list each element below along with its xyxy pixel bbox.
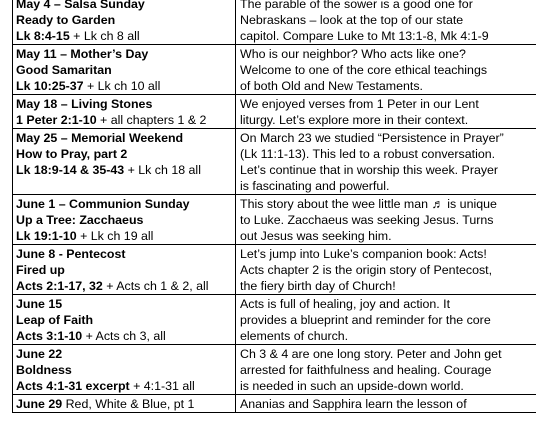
date-title-cell [13, 45, 236, 95]
bold-text: Fired up [16, 263, 65, 277]
date-title-cell [13, 245, 236, 295]
date-title-line [16, 278, 232, 294]
schedule-row [13, 245, 536, 295]
date-title-cell [13, 0, 236, 45]
bold-text: May 11 – Mother’s Day [16, 47, 149, 61]
date-title-line [16, 12, 232, 28]
date-title-line [16, 262, 232, 278]
bold-text: May 4 – Salsa Sunday [16, 0, 145, 11]
plain-text: + Lk ch 8 all [69, 29, 140, 43]
description-cell [236, 95, 536, 129]
description-line: elements of church. [240, 329, 349, 343]
bold-text: Ready to Garden [16, 13, 116, 27]
date-title-line [16, 212, 232, 228]
bold-text: How to Pray, part 2 [16, 147, 128, 161]
date-title-cell [13, 129, 236, 195]
plain-text: + Acts ch 3, all [82, 329, 166, 343]
date-title-cell [13, 295, 236, 345]
bold-text: Leap of Faith [16, 313, 94, 327]
description-cell [236, 0, 536, 45]
date-title-line [16, 378, 232, 394]
bold-text: Lk 8:4-15 [16, 29, 70, 43]
schedule-row [13, 0, 536, 45]
description-cell [236, 129, 536, 195]
schedule-row [13, 395, 536, 413]
date-title-line [16, 78, 232, 94]
description-line: Welcome to one of the core ethical teachings [240, 63, 488, 77]
bold-text: May 25 – Memorial Weekend [16, 131, 184, 145]
plain-text: + Lk ch 18 all [124, 163, 201, 177]
plain-text: + Lk ch 10 all [83, 79, 161, 93]
date-title-line [16, 196, 232, 212]
bold-text: June 8 - Pentecost [16, 247, 126, 261]
bold-text: June 1 – Communion Sunday [16, 197, 190, 211]
bold-text: Lk 10:25-37 [16, 79, 84, 93]
schedule-row [13, 45, 536, 95]
date-title-line [16, 362, 232, 378]
bold-text: June 29 [16, 397, 63, 411]
date-title-line [16, 62, 232, 78]
bold-text: Acts 2:1-17, 32 [16, 279, 103, 293]
schedule-row [13, 129, 536, 195]
description-line: of both Old and New Testaments. [240, 79, 423, 93]
date-title-line [16, 46, 232, 62]
plain-text: Red, White & Blue, pt 1 [62, 397, 195, 411]
sermon-schedule-table [12, 0, 536, 413]
description-line: We enjoyed verses from 1 Peter in our Lent [240, 97, 479, 111]
description-line: the fiery birth day of Church! [240, 279, 396, 293]
schedule-row [13, 195, 536, 245]
date-title-line [16, 112, 232, 128]
description-cell [236, 45, 536, 95]
date-title-line [16, 162, 232, 178]
date-title-cell [13, 195, 236, 245]
date-title-line [16, 396, 232, 412]
plain-text: + all chapters 1 & 2 [96, 113, 207, 127]
description-line: capitol. Compare Luke to Mt 13:1-8, Mk 4:1-9 [240, 29, 489, 43]
date-title-cell [13, 395, 236, 413]
bold-text: May 18 – Living Stones [16, 97, 153, 111]
schedule-row [13, 345, 536, 395]
plain-text: + Acts ch 1 & 2, all [102, 279, 209, 293]
description-line: Ananias and Sapphira learn the lesson of [240, 397, 467, 411]
plain-text: + 4:1-31 all [129, 379, 195, 393]
description-cell [236, 295, 536, 345]
description-line: Nebraskans – look at the top of our state [240, 13, 464, 27]
description-line: Acts is full of healing, joy and action. It [240, 297, 451, 311]
date-title-line [16, 312, 232, 328]
description-line: to Luke. Zacchaeus was seeking Jesus. Turns [240, 213, 494, 227]
description-line: (Lk 11:1-13). This led to a robust conversation. [240, 147, 496, 161]
schedule-row [13, 295, 536, 345]
description-line: Acts chapter 2 is the origin story of Pentecost, [240, 263, 493, 277]
bold-text: June 15 [16, 297, 63, 311]
bold-text: Lk 18:9-14 & 35-43 [16, 163, 125, 177]
schedule-row [13, 95, 536, 129]
plain-text: + Lk ch 19 all [76, 229, 154, 243]
description-line: liturgy. Let’s explore more in their context. [240, 113, 469, 127]
date-title-line [16, 96, 232, 112]
description-line: arrested for faithfulness and healing. Courage [240, 363, 492, 377]
date-title-line [16, 130, 232, 146]
date-title-line [16, 296, 232, 312]
bold-text: Acts 3:1-10 [16, 329, 83, 343]
description-cell [236, 245, 536, 295]
date-title-cell [13, 95, 236, 129]
bold-text: June 22 [16, 347, 63, 361]
bold-text: Boldness [16, 363, 72, 377]
date-title-line [16, 228, 232, 244]
description-line: On March 23 we studied “Persistence in Prayer” [240, 131, 504, 145]
description-cell [236, 195, 536, 245]
description-line: provides a blueprint and reminder for the core [240, 313, 491, 327]
description-line: is fascinating and powerful. [240, 179, 390, 193]
description-line: Let’s continue that in worship this week. Prayer [240, 163, 499, 177]
date-title-line [16, 146, 232, 162]
bold-text: Up a Tree: Zacchaeus [16, 213, 144, 227]
date-title-line [16, 28, 232, 44]
description-line: is needed in such an upside-down world. [240, 379, 464, 393]
date-title-line [16, 346, 232, 362]
bold-text: 1 Peter 2:1-10 [16, 113, 97, 127]
date-title-line [16, 0, 232, 12]
bold-text: Acts 4:1-31 excerpt [16, 379, 130, 393]
description-line: out Jesus was seeking him. [240, 229, 392, 243]
description-line: Ch 3 & 4 are one long story. Peter and John get [240, 347, 502, 361]
description-cell [236, 345, 536, 395]
description-line: Who is our neighbor? Who acts like one? [240, 47, 466, 61]
description-line: Let’s jump into Luke’s companion book: Acts! [240, 247, 487, 261]
date-title-cell [13, 345, 236, 395]
bold-text: Lk 19:1-10 [16, 229, 77, 243]
description-cell [236, 395, 536, 413]
description-line: The parable of the sower is a good one for [240, 0, 473, 11]
date-title-line [16, 328, 232, 344]
description-line: This story about the wee little man ♬ is unique [240, 197, 497, 211]
bold-text: Good Samaritan [16, 63, 112, 77]
date-title-line [16, 246, 232, 262]
